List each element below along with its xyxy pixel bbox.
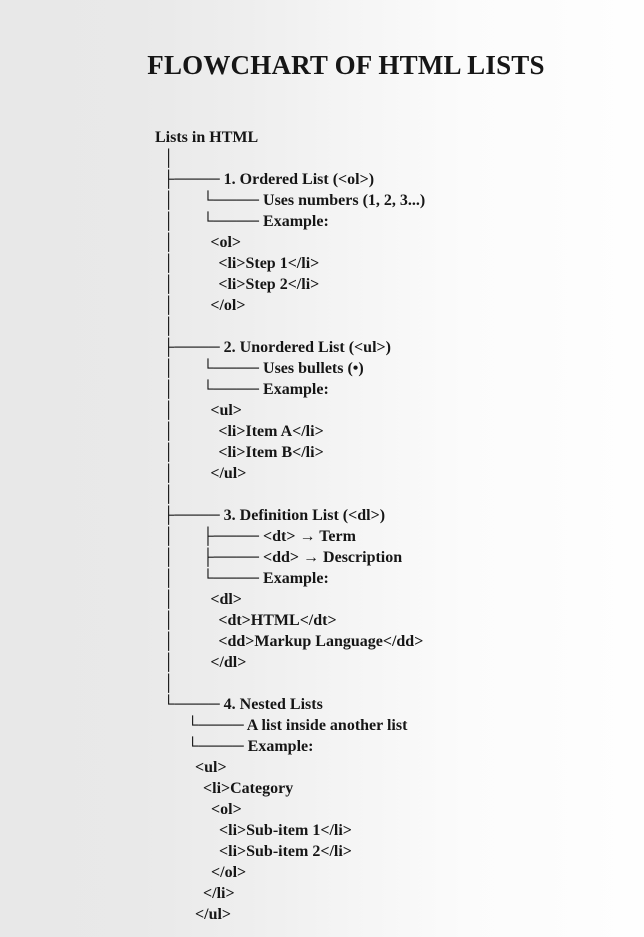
tree-line: <ol> bbox=[155, 801, 242, 818]
tree-line: └──── Example: bbox=[155, 738, 314, 755]
tree-line: │ └──── Example: bbox=[155, 213, 329, 230]
tree-line: <li>Category bbox=[155, 780, 294, 797]
tree-line: │ <li>Item A</li> bbox=[155, 423, 324, 440]
tree-line: │ <dl> bbox=[155, 591, 242, 608]
tree-line: </ol> bbox=[155, 864, 247, 881]
tree-line: │ bbox=[155, 486, 175, 503]
tree-line: │ ├──── <dt> → Term bbox=[155, 528, 356, 545]
tree-line: <li>Sub-item 2</li> bbox=[155, 843, 352, 860]
tree-line: │ └──── Uses bullets (•) bbox=[155, 360, 364, 377]
flowchart-tree bbox=[155, 127, 425, 925]
tree-line: │ </dl> bbox=[155, 654, 247, 671]
tree-line: │ </ol> bbox=[155, 297, 246, 314]
tree-line: │ <li>Step 2</li> bbox=[155, 276, 320, 293]
tree-line: │ <dd>Markup Language</dd> bbox=[155, 633, 424, 650]
tree-line: └──── 4. Nested Lists bbox=[155, 696, 323, 713]
tree-line: │ <dt>HTML</dt> bbox=[155, 612, 337, 629]
tree-line: </ul> bbox=[155, 906, 232, 923]
tree-line: <ul> bbox=[155, 759, 227, 776]
tree-line: │ <li>Item B</li> bbox=[155, 444, 324, 461]
tree-line: </li> bbox=[155, 885, 235, 902]
tree-line: ├──── 3. Definition List (<dl>) bbox=[155, 507, 386, 524]
tree-line: │ bbox=[155, 150, 175, 167]
tree-line: ├──── 2. Unordered List (<ul>) bbox=[155, 339, 391, 356]
tree-line: │ └──── Example: bbox=[155, 570, 329, 587]
tree-line: Lists in HTML bbox=[155, 129, 259, 146]
tree-line: │ bbox=[155, 318, 175, 335]
tree-line: <li>Sub-item 1</li> bbox=[155, 822, 352, 839]
tree-line: │ <ul> bbox=[155, 402, 242, 419]
tree-line: │ ├──── <dd> → Description bbox=[155, 549, 403, 566]
tree-line: │ bbox=[155, 675, 175, 692]
tree-line: └──── A list inside another list bbox=[155, 717, 408, 734]
tree-line: │ <li>Step 1</li> bbox=[155, 255, 320, 272]
tree-line: │ └──── Uses numbers (1, 2, 3...) bbox=[155, 192, 426, 209]
tree-line: │ └──── Example: bbox=[155, 381, 329, 398]
tree-line: ├──── 1. Ordered List (<ol>) bbox=[155, 171, 375, 188]
page-title: FLOWCHART OF HTML LISTS bbox=[147, 50, 545, 80]
tree-line: │ <ol> bbox=[155, 234, 242, 251]
tree-line: │ </ul> bbox=[155, 465, 247, 482]
